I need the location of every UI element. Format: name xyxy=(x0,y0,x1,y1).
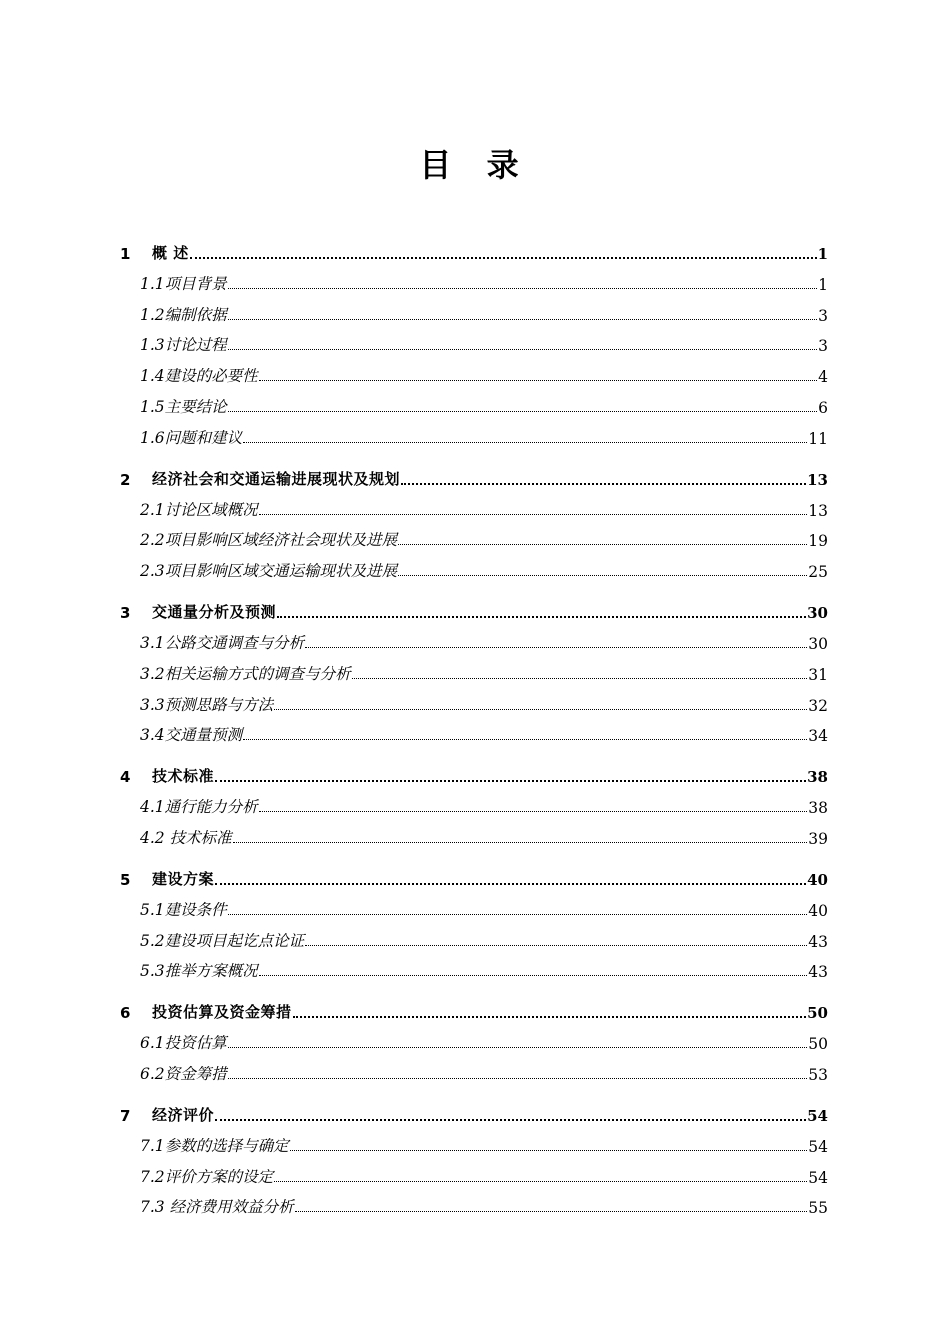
dot-leader xyxy=(259,504,808,515)
dot-leader xyxy=(233,832,808,843)
toc-section-entry[interactable] xyxy=(120,520,828,551)
section-title: 1.6问题和建议 xyxy=(140,428,243,447)
toc-chapter-entry[interactable] xyxy=(120,232,828,263)
dot-leader xyxy=(228,278,817,289)
dot-leader xyxy=(305,637,807,648)
chapter-number: 7 xyxy=(120,1106,131,1125)
page-number: 43 xyxy=(808,932,828,951)
dot-leader xyxy=(352,668,808,679)
page-number: 53 xyxy=(808,1065,828,1084)
page-number: 4 xyxy=(818,368,828,387)
page-number: 30 xyxy=(807,604,828,623)
toc-chapter xyxy=(120,858,828,981)
toc-section-entry[interactable] xyxy=(120,386,828,417)
toc-section-entry[interactable] xyxy=(120,653,828,684)
dot-leader xyxy=(215,1109,806,1121)
chapter-title: 经济社会和交通运输进展现状及规划 xyxy=(152,469,401,488)
page-number: 13 xyxy=(808,501,828,520)
dot-leader xyxy=(293,1006,807,1018)
toc-chapter xyxy=(120,755,828,848)
toc-section-entry[interactable] xyxy=(120,1156,828,1187)
section-title: 3.2相关运输方式的调查与分析 xyxy=(140,664,351,683)
chapter-title: 概 述 xyxy=(152,244,189,262)
dot-leader xyxy=(228,1037,808,1048)
section-title: 5.1建设条件 xyxy=(140,900,227,919)
toc-chapter xyxy=(120,1094,828,1217)
dot-leader xyxy=(228,401,817,412)
toc-section-entry[interactable] xyxy=(120,1022,828,1053)
toc-section-entry[interactable] xyxy=(120,889,828,920)
section-title: 3.4交通量预测 xyxy=(140,726,243,745)
toc-section-entry[interactable] xyxy=(120,817,828,848)
dot-leader xyxy=(274,699,807,710)
page-number: 31 xyxy=(808,665,828,684)
dot-leader xyxy=(243,729,807,740)
page-number: 25 xyxy=(808,563,828,582)
section-title: 6.1投资估算 xyxy=(140,1034,227,1053)
section-title: 6.2资金筹措 xyxy=(140,1064,227,1083)
dot-leader xyxy=(228,1068,808,1079)
toc-section-entry[interactable] xyxy=(120,786,828,817)
dot-leader xyxy=(259,801,808,812)
toc-section-entry[interactable] xyxy=(120,951,828,982)
toc-section-entry[interactable] xyxy=(120,622,828,653)
page-number: 40 xyxy=(808,901,828,920)
page-number: 19 xyxy=(808,532,828,551)
page-number: 54 xyxy=(807,1106,828,1125)
chapter-number: 4 xyxy=(120,768,131,787)
section-title: 7.1参数的选择与确定 xyxy=(140,1136,289,1155)
page-number: 32 xyxy=(808,696,828,715)
section-title: 2.2项目影响区域经济社会现状及进展 xyxy=(140,531,398,550)
toc-section-entry[interactable] xyxy=(120,325,828,356)
section-title: 7.3 经济费用效益分析 xyxy=(140,1198,294,1217)
section-title: 1.1项目背景 xyxy=(140,274,227,293)
page-number: 43 xyxy=(808,963,828,982)
toc-section-entry[interactable] xyxy=(120,684,828,715)
dot-leader xyxy=(228,339,817,350)
chapter-title: 投资估算及资金筹措 xyxy=(152,1003,292,1022)
section-title: 3.3预测思路与方法 xyxy=(140,695,274,714)
page-number: 34 xyxy=(808,727,828,746)
section-title: 5.2建设项目起讫点论证 xyxy=(140,931,305,950)
page-number: 50 xyxy=(808,1035,828,1054)
toc-chapter xyxy=(120,991,828,1084)
section-title: 4.1通行能力分析 xyxy=(140,798,258,817)
section-title: 4.2 技术标准 xyxy=(140,828,232,847)
dot-leader xyxy=(190,247,817,259)
dot-leader xyxy=(398,565,807,576)
section-title: 1.4建设的必要性 xyxy=(140,367,258,386)
toc-section-entry[interactable] xyxy=(120,1053,828,1084)
page-number: 39 xyxy=(808,829,828,848)
section-title: 7.2评价方案的设定 xyxy=(140,1167,274,1186)
section-title: 1.2编制依据 xyxy=(140,305,227,324)
toc-chapter xyxy=(120,458,828,581)
chapter-number: 6 xyxy=(120,1004,131,1023)
section-title: 1.5主要结论 xyxy=(140,397,227,416)
toc-section-entry[interactable] xyxy=(120,263,828,294)
dot-leader xyxy=(295,1201,808,1212)
page-number: 40 xyxy=(807,870,828,889)
dot-leader xyxy=(243,432,807,443)
table-of-contents xyxy=(120,232,828,1217)
dot-leader xyxy=(259,965,808,976)
dot-leader xyxy=(228,904,808,915)
toc-chapter xyxy=(120,591,828,745)
toc-section-entry[interactable] xyxy=(120,355,828,386)
toc-chapter-entry[interactable] xyxy=(120,858,828,889)
toc-chapter xyxy=(120,232,828,448)
page-title: 目 录 xyxy=(419,146,531,184)
dot-leader xyxy=(215,770,806,782)
page-number: 1 xyxy=(818,275,828,294)
page-number: 3 xyxy=(818,306,828,325)
dot-leader xyxy=(274,1171,807,1182)
dot-leader xyxy=(215,873,806,885)
page-number: 1 xyxy=(817,245,828,263)
chapter-number: 1 xyxy=(120,245,131,263)
dot-leader xyxy=(290,1140,808,1151)
chapter-title: 经济评价 xyxy=(152,1105,215,1124)
chapter-number: 3 xyxy=(120,604,131,623)
section-title: 3.1公路交通调查与分析 xyxy=(140,633,305,652)
chapter-number: 2 xyxy=(120,470,131,489)
chapter-title: 交通量分析及预测 xyxy=(152,603,277,622)
toc-section-entry[interactable] xyxy=(120,715,828,746)
section-title: 2.1讨论区域概况 xyxy=(140,500,258,519)
toc-section-entry[interactable] xyxy=(120,417,828,448)
dot-leader xyxy=(277,606,806,618)
toc-section-entry[interactable] xyxy=(120,920,828,951)
page-number: 38 xyxy=(808,799,828,818)
page-number: 3 xyxy=(818,337,828,356)
page-number: 13 xyxy=(807,470,828,489)
dot-leader xyxy=(259,370,817,381)
chapter-number: 5 xyxy=(120,870,131,889)
page-number: 6 xyxy=(818,398,828,417)
toc-section-entry[interactable] xyxy=(120,1187,828,1218)
toc-chapter-entry[interactable] xyxy=(120,591,828,622)
toc-section-entry[interactable] xyxy=(120,489,828,520)
toc-chapter-entry[interactable] xyxy=(120,458,828,489)
page-number: 54 xyxy=(808,1168,828,1187)
dot-leader xyxy=(305,935,807,946)
toc-chapter-entry[interactable] xyxy=(120,1094,828,1125)
dot-leader xyxy=(228,309,817,320)
page-number: 54 xyxy=(808,1137,828,1156)
toc-chapter-entry[interactable] xyxy=(120,991,828,1022)
section-title: 1.3讨论过程 xyxy=(140,336,227,355)
page-number: 50 xyxy=(807,1004,828,1023)
chapter-title: 技术标准 xyxy=(152,767,215,786)
section-title: 5.3推举方案概况 xyxy=(140,962,258,981)
toc-chapter-entry[interactable] xyxy=(120,755,828,786)
section-title: 2.3项目影响区域交通运输现状及进展 xyxy=(140,562,398,581)
chapter-title: 建设方案 xyxy=(152,869,215,888)
toc-section-entry[interactable] xyxy=(120,294,828,325)
page-number: 30 xyxy=(808,634,828,653)
dot-leader xyxy=(401,473,806,485)
page-number: 38 xyxy=(807,768,828,787)
dot-leader xyxy=(398,534,807,545)
page-number: 55 xyxy=(808,1199,828,1218)
toc-section-entry[interactable] xyxy=(120,550,828,581)
toc-section-entry[interactable] xyxy=(120,1125,828,1156)
page-number: 11 xyxy=(808,429,828,448)
